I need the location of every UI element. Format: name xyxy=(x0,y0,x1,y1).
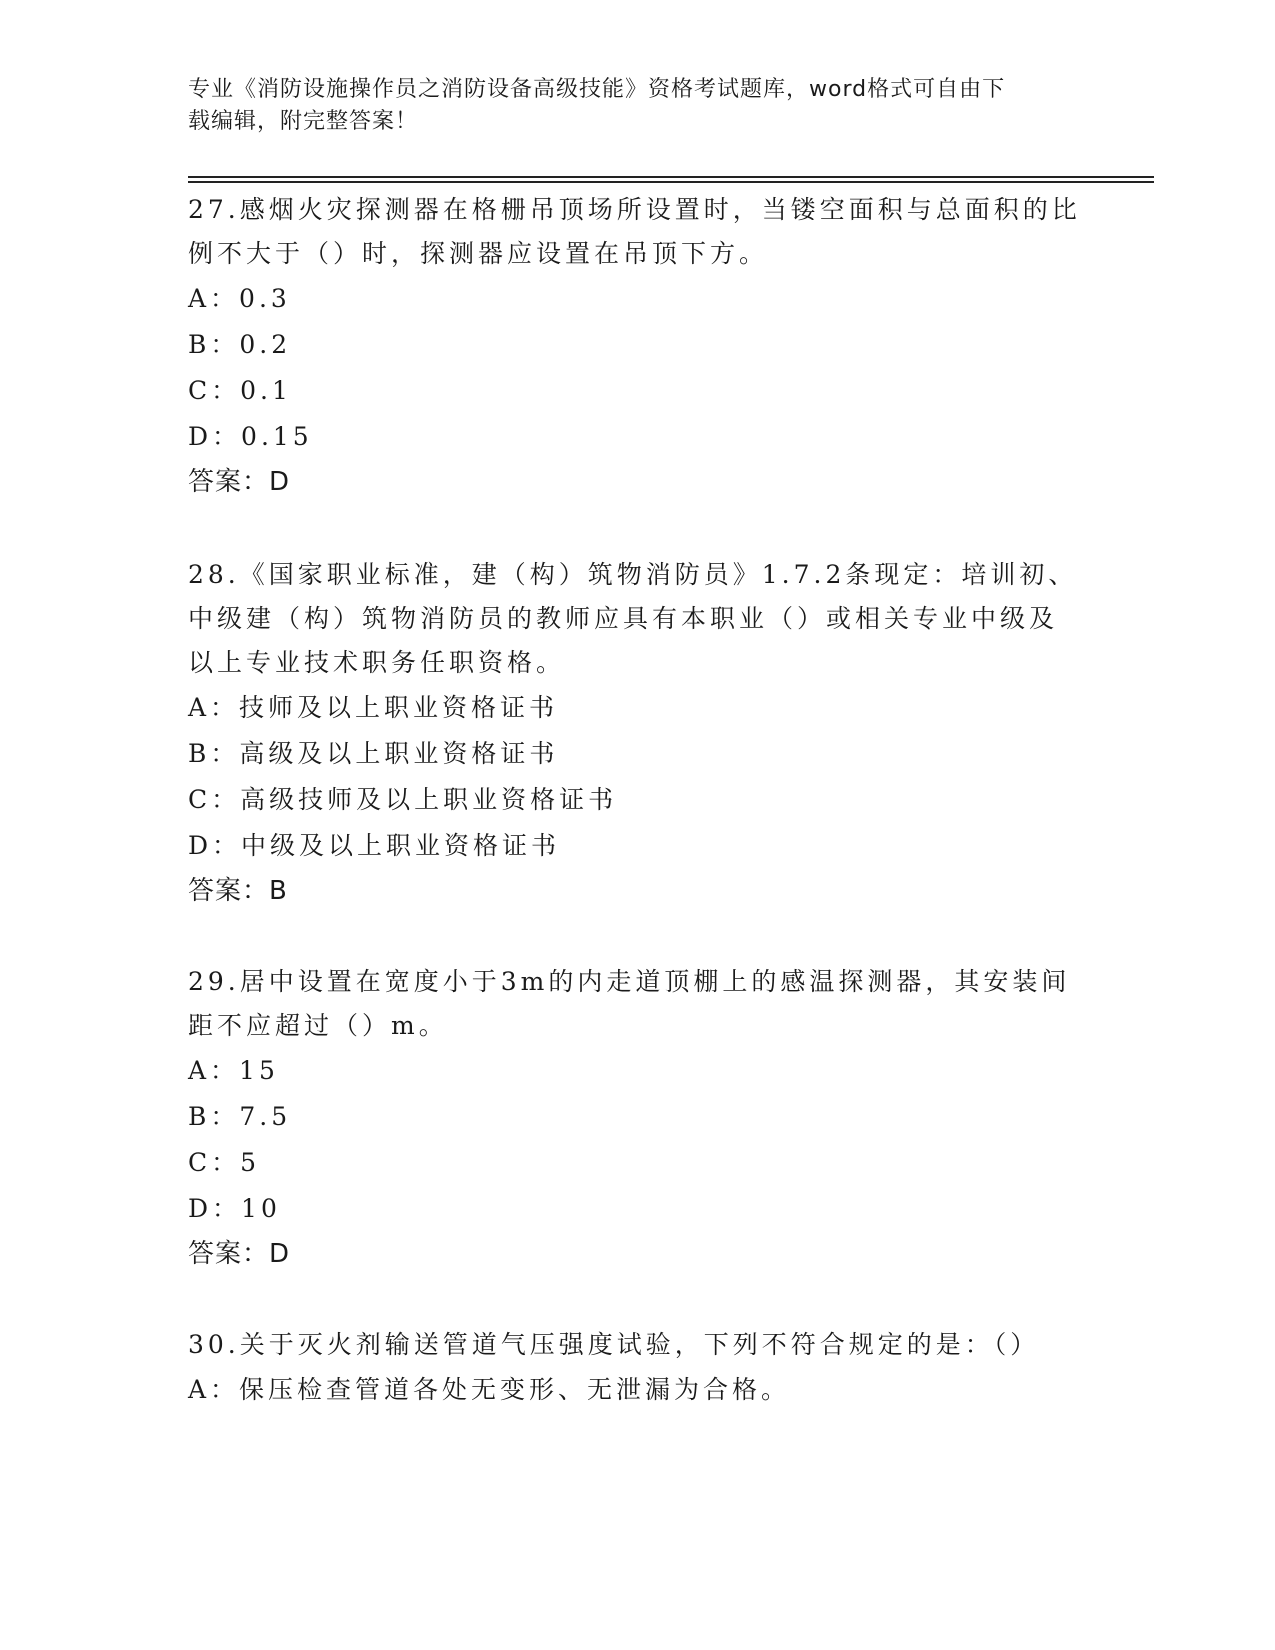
question-stem-line: 距不应超过（）m。 xyxy=(188,1011,448,1040)
option-c: C：0.1 xyxy=(188,376,292,405)
option-a: A：0.3 xyxy=(188,284,291,313)
option-c: C：5 xyxy=(188,1148,261,1177)
question-stem-line: 30.关于灭火剂输送管道气压强度试验，下列不符合规定的是：（） xyxy=(188,1330,1040,1359)
header-divider-bottom xyxy=(188,181,1154,183)
option-b: B：高级及以上职业资格证书 xyxy=(188,739,559,768)
answer: 答案：D xyxy=(188,1239,291,1269)
answer: 答案：B xyxy=(188,876,288,906)
question-stem-line: 例不大于（）时，探测器应设置在吊顶下方。 xyxy=(188,239,769,268)
option-c: C：高级技师及以上职业资格证书 xyxy=(188,785,618,814)
option-a: A：保压检查管道各处无变形、无泄漏为合格。 xyxy=(188,1375,791,1404)
option-a: A：15 xyxy=(188,1056,279,1085)
question-28 xyxy=(188,553,1088,913)
option-a: A：技师及以上职业资格证书 xyxy=(188,693,559,722)
question-stem-line: 中级建（构）筑物消防员的教师应具有本职业（）或相关专业中级及 xyxy=(188,604,1059,633)
question-30 xyxy=(188,1323,1088,1413)
header-line-2: 载编辑，附完整答案！ xyxy=(188,109,419,134)
option-d: D：中级及以上职业资格证书 xyxy=(188,831,561,860)
question-27 xyxy=(188,188,1088,504)
answer: 答案：D xyxy=(188,467,291,497)
header-divider-top xyxy=(188,176,1154,178)
option-d: D：10 xyxy=(188,1194,281,1223)
document-header xyxy=(188,74,1068,138)
question-29 xyxy=(188,960,1088,1276)
option-b: B：7.5 xyxy=(188,1102,292,1131)
question-stem-line: 28.《国家职业标准，建（构）筑物消防员》1.7.2条现定：培训初、 xyxy=(188,560,1078,589)
question-stem-line: 以上专业技术职务任职资格。 xyxy=(188,648,566,677)
question-stem-line: 27.感烟火灾探测器在格栅吊顶场所设置时，当镂空面积与总面积的比 xyxy=(188,195,1081,224)
header-line-1: 专业《消防设施操作员之消防设备高级技能》资格考试题库，word格式可自由下 xyxy=(188,77,1006,102)
question-stem-line: 29.居中设置在宽度小于3m的内走道顶棚上的感温探测器，其安装间 xyxy=(188,967,1071,996)
option-b: B：0.2 xyxy=(188,330,292,359)
option-d: D：0.15 xyxy=(188,422,313,451)
